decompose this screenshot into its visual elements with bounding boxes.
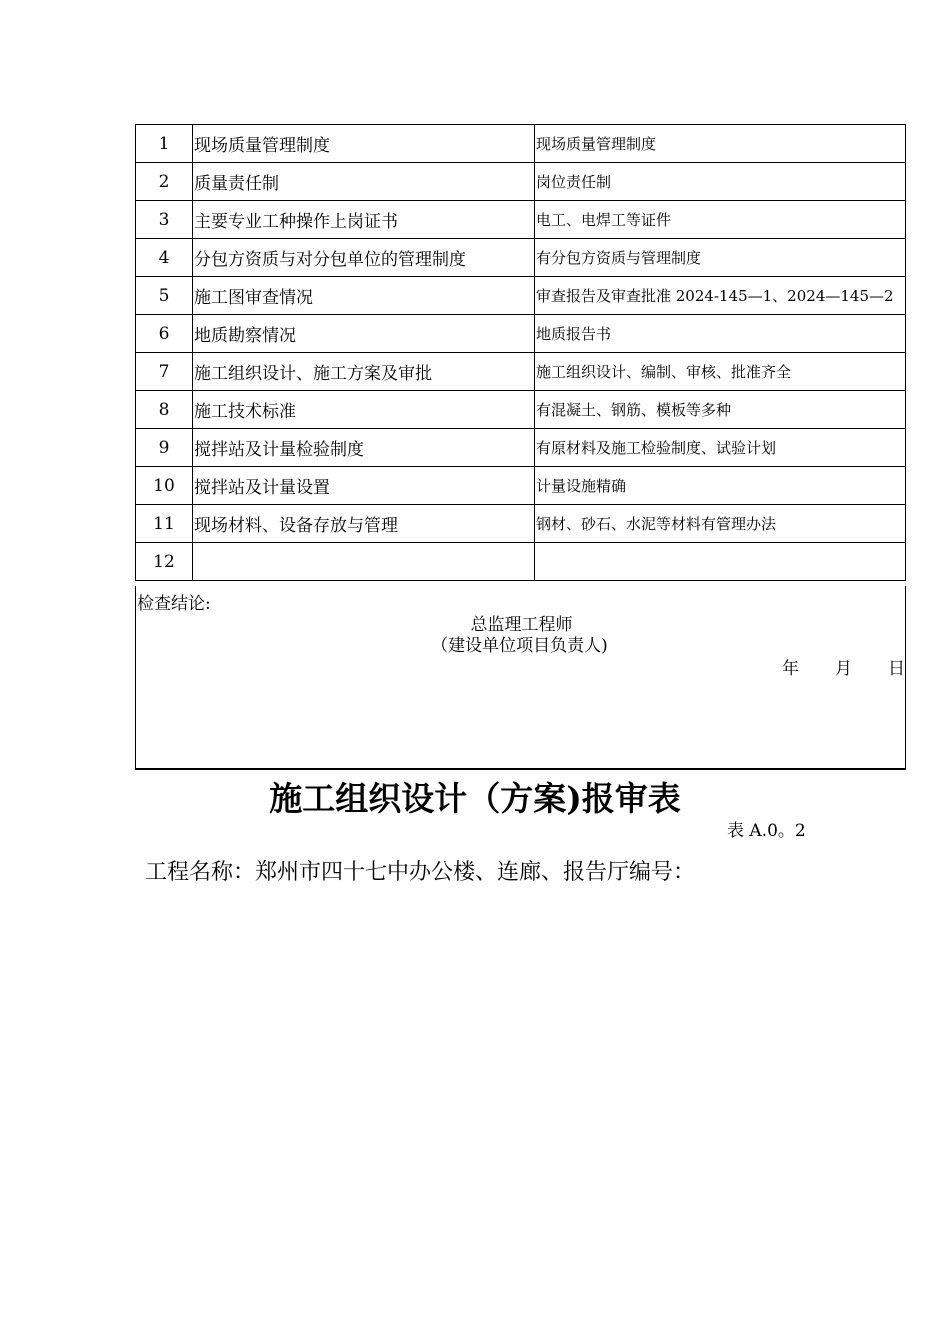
owner-representative-label: （建设单位项目负责人): [431, 636, 608, 656]
table-row: [136, 277, 906, 315]
check-result-cell: [535, 543, 906, 581]
check-result-cell: 地质报告书: [535, 315, 906, 353]
row-number-cell: 4: [136, 239, 193, 277]
row-number-cell: 2: [136, 163, 193, 201]
row-number-cell: 1: [136, 125, 193, 163]
row-number-cell: 10: [136, 467, 193, 505]
table-row: [136, 315, 906, 353]
table-row: [136, 543, 906, 581]
check-item-cell: 质量责任制: [193, 163, 535, 201]
row-number-cell: 5: [136, 277, 193, 315]
project-name-line: 工程名称：郑州市四十七中办公楼、连廊、报告厅编号：: [145, 860, 696, 885]
table-row: [136, 163, 906, 201]
row-number-cell: 8: [136, 391, 193, 429]
conclusion-label: 检查结论:: [137, 594, 211, 614]
table-row: [136, 505, 906, 543]
inspection-table: [135, 124, 906, 581]
check-result-cell: 钢材、砂石、水泥等材料有管理办法: [535, 505, 906, 543]
chief-supervisor-title: 总监理工程师: [470, 615, 573, 635]
check-result-cell: 岗位责任制: [535, 163, 906, 201]
check-item-cell: 地质勘察情况: [193, 315, 535, 353]
check-item-cell: 分包方资质与对分包单位的管理制度: [193, 239, 535, 277]
row-number-cell: 7: [136, 353, 193, 391]
check-result-cell: 审查报告及审查批准 2024-145—1、2024—145—2: [535, 277, 906, 315]
row-number-cell: 6: [136, 315, 193, 353]
table-row: [136, 467, 906, 505]
check-result-cell: 计量设施精确: [535, 467, 906, 505]
check-item-cell: 施工图审查情况: [193, 277, 535, 315]
check-result-cell: 有原材料及施工检验制度、试验计划: [535, 429, 906, 467]
check-item-cell: 搅拌站及计量设置: [193, 467, 535, 505]
table-row: [136, 239, 906, 277]
date-year-label: 年: [782, 659, 799, 679]
table-row: [136, 201, 906, 239]
check-item-cell: 搅拌站及计量检验制度: [193, 429, 535, 467]
check-item-cell: [193, 543, 535, 581]
date-month-label: 月: [835, 659, 852, 679]
row-number-cell: 11: [136, 505, 193, 543]
table-row: [136, 353, 906, 391]
row-number-cell: 12: [136, 543, 193, 581]
row-number-cell: 9: [136, 429, 193, 467]
check-result-cell: 电工、电焊工等证件: [535, 201, 906, 239]
check-result-cell: 现场质量管理制度: [535, 125, 906, 163]
check-result-cell: 有混凝土、钢筋、模板等多种: [535, 391, 906, 429]
date-day-label: 日: [888, 659, 905, 679]
check-item-cell: 施工组织设计、施工方案及审批: [193, 353, 535, 391]
check-item-cell: 主要专业工种操作上岗证书: [193, 201, 535, 239]
check-item-cell: 施工技术标准: [193, 391, 535, 429]
check-result-cell: 施工组织设计、编制、审核、批准齐全: [535, 353, 906, 391]
table-row: [136, 429, 906, 467]
check-item-cell: 现场材料、设备存放与管理: [193, 505, 535, 543]
check-item-cell: 现场质量管理制度: [193, 125, 535, 163]
check-result-cell: 有分包方资质与管理制度: [535, 239, 906, 277]
table-row: [136, 391, 906, 429]
form-code: 表 A.0。2: [727, 821, 806, 841]
conclusion-section: [135, 586, 906, 770]
row-number-cell: 3: [136, 201, 193, 239]
inspection-table-body: [136, 125, 906, 581]
table-row: [136, 125, 906, 163]
form-title: 施工组织设计（方案)报审表: [269, 779, 681, 818]
